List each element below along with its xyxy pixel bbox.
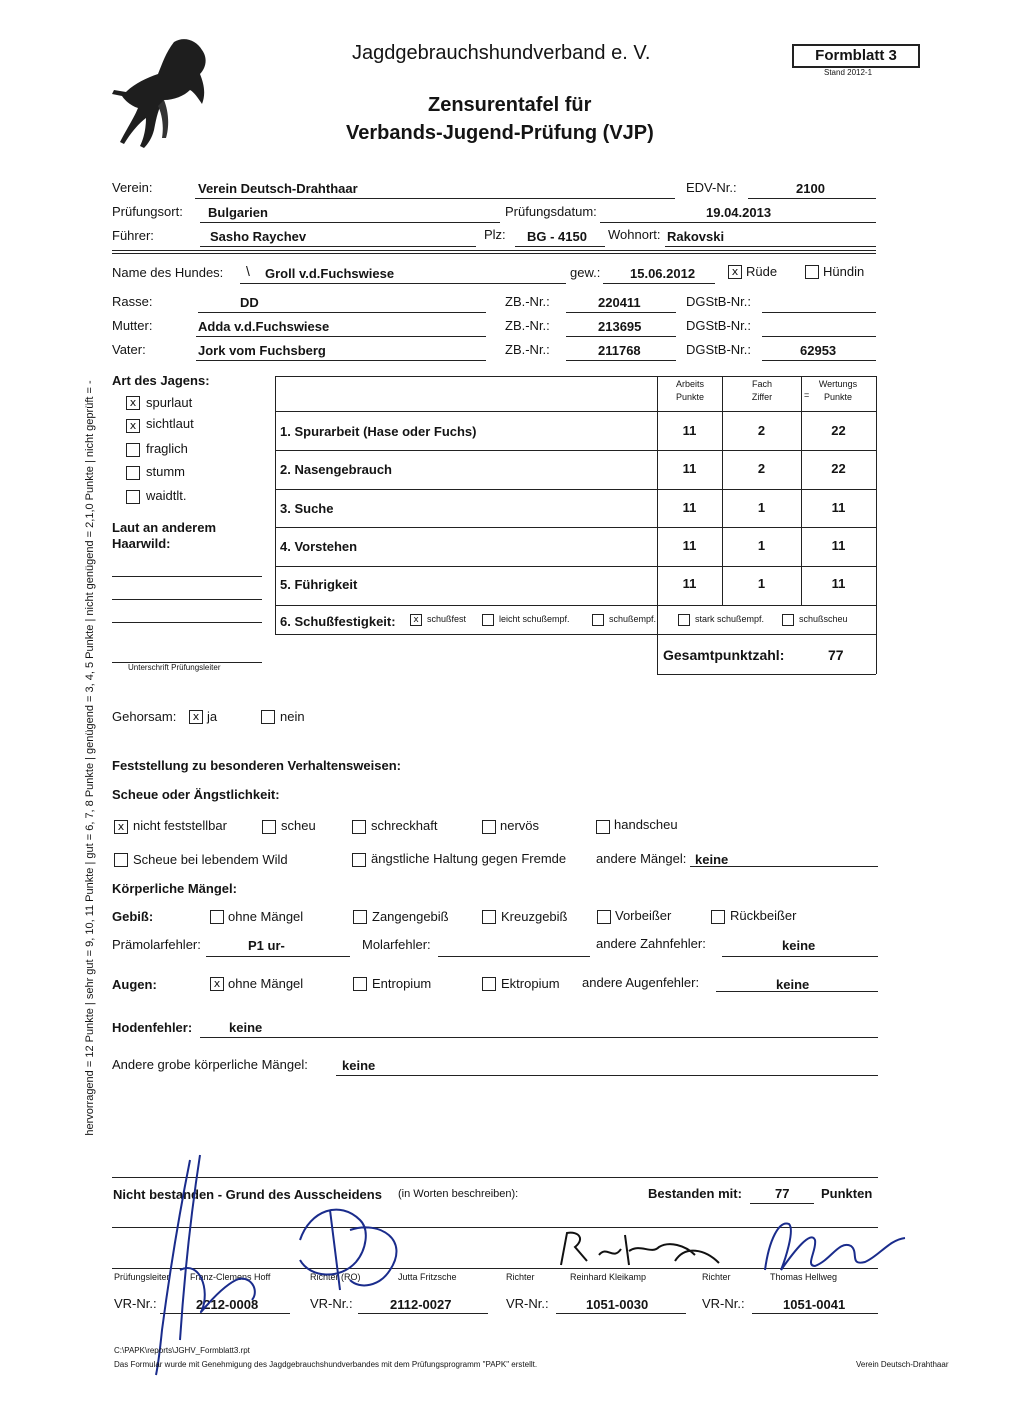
vorbeisser-checkbox[interactable]: [597, 910, 611, 924]
zb-label: ZB.-Nr.:: [505, 294, 550, 309]
col-wertung-line1: Wertungs: [818, 379, 858, 389]
sichtlaut-checkbox[interactable]: x: [126, 419, 140, 433]
augenfehler-label: andere Augenfehler:: [582, 975, 700, 990]
jagen-title: Art des Jagens:: [112, 373, 210, 388]
andere-maengel-value: keine: [695, 852, 729, 867]
ort-value: Bulgarien: [208, 205, 268, 220]
leicht-schussempf-label: leicht schußempf.: [499, 614, 570, 624]
nervoes-label: nervös: [500, 818, 540, 833]
signature-richter-hellweg: [755, 1210, 915, 1280]
handscheu-checkbox[interactable]: [596, 820, 610, 834]
row5-label: 5. Führigkeit: [280, 577, 358, 592]
scheu-checkbox[interactable]: [262, 820, 276, 834]
row4-label: 4. Vorstehen: [280, 539, 358, 554]
entropium-checkbox[interactable]: [353, 977, 367, 991]
hoden-label: Hodenfehler:: [112, 1020, 193, 1035]
judge1-role: Prüfungsleiter: [114, 1272, 170, 1282]
fraglich-checkbox[interactable]: [126, 443, 140, 457]
wohnort-value: Rakovski: [667, 229, 725, 244]
spurlaut-checkbox[interactable]: x: [126, 396, 140, 410]
fuehrer-value: Sasho Raychev: [210, 229, 307, 244]
row4-arbeits: 11: [682, 538, 697, 553]
vater-dgstb-label: DGStB-Nr.:: [686, 342, 752, 357]
dog-logo: [104, 34, 214, 159]
mutter-label: Mutter:: [112, 318, 153, 333]
ort-label: Prüfungsort:: [112, 204, 183, 219]
bestanden-label: Bestanden mit:: [648, 1186, 742, 1201]
vater-dgstb-value: 62953: [800, 343, 837, 358]
col-fach-line1: Fach: [751, 379, 772, 389]
row3-label: 3. Suche: [280, 501, 334, 516]
judge4-name: Thomas Hellweg: [770, 1272, 838, 1282]
gew-value: 15.06.2012: [630, 266, 696, 281]
dgstb-label: DGStB-Nr.:: [686, 294, 752, 309]
judge3-vr-label: VR-Nr.:: [506, 1296, 549, 1311]
stumm-checkbox[interactable]: [126, 466, 140, 480]
stark-schussempf-checkbox[interactable]: [678, 614, 690, 626]
bestanden-punkte: Punkten: [821, 1186, 873, 1201]
grobe-value: keine: [342, 1058, 376, 1073]
signature-richter-kleikamp: [555, 1225, 725, 1275]
huendin-label: Hündin: [823, 264, 865, 279]
stumm-label: stumm: [146, 464, 185, 479]
leicht-schussempf-checkbox[interactable]: [482, 614, 494, 626]
augen-ohne-checkbox[interactable]: x: [210, 977, 224, 991]
praemolar-value: P1 ur-: [248, 938, 285, 953]
gesamt-value: 77: [828, 647, 844, 663]
row1-arbeits: 11: [682, 423, 697, 438]
fuehrer-label: Führer:: [112, 228, 154, 243]
gehorsam-nein-checkbox[interactable]: [261, 710, 275, 724]
hund-mark: \: [246, 263, 250, 279]
stark-schussempf-label: stark schußempf.: [695, 614, 765, 624]
footer-path: C:\PAPK\reports\JGHV_Formblatt3.rpt: [114, 1346, 250, 1355]
wild-checkbox[interactable]: [114, 853, 128, 867]
col-fach-line2: Ziffer: [751, 392, 773, 402]
nicht-feststellbar-checkbox[interactable]: x: [114, 820, 128, 834]
waidtlt-checkbox[interactable]: [126, 490, 140, 504]
vater-zb-value: 211768: [598, 343, 641, 358]
vater-zb-label: ZB.-Nr.:: [505, 342, 550, 357]
gebiss-ohne-checkbox[interactable]: [210, 910, 224, 924]
verein-label: Verein:: [112, 180, 153, 195]
molar-label: Molarfehler:: [362, 937, 431, 952]
ruede-label: Rüde: [746, 264, 778, 279]
judge2-role: Richter (RO): [310, 1272, 361, 1282]
vater-label: Vater:: [112, 342, 146, 357]
gehorsam-nein-label: nein: [280, 709, 305, 724]
row4-wertung: 11: [831, 538, 846, 553]
gehorsam-label: Gehorsam:: [112, 709, 177, 724]
footer-note: Das Formular wurde mit Genehmigung des Jagdgebrauchshundverbandes mit dem Prüfungsprogramm "PAPK" erstellt.: [114, 1360, 538, 1369]
nicht-feststellbar-label: nicht feststellbar: [133, 818, 227, 833]
mutter-dgstb-label: DGStB-Nr.:: [686, 318, 752, 333]
form-id: Formblatt 3: [792, 44, 920, 68]
plz-label: Plz:: [484, 227, 506, 242]
rueckbeisser-label: Rückbeißer: [730, 908, 797, 923]
schussscheu-label: schußscheu: [799, 614, 848, 624]
kreuzgebiss-checkbox[interactable]: [482, 910, 496, 924]
schussscheu-checkbox[interactable]: [782, 614, 794, 626]
pruefungsleiter-signature-label: Unterschrift Prüfungsleiter: [128, 663, 221, 672]
rating-scale-legend: hervorragend = 12 Punkte | sehr gut = 9, 10, 11 Punkte | gut = 6, 7, 8 Punkte | genügend = 3, 4, 5 Punkte | nicht genügend = 2,1,0 Punkte | nicht geprüft = -: [84, 380, 96, 1136]
zangengebiss-checkbox[interactable]: [353, 910, 367, 924]
nicht-bestanden-hint: (in Worten beschreiben):: [398, 1188, 519, 1200]
scheu-label: scheu: [281, 818, 316, 833]
bestanden-value: 77: [775, 1186, 790, 1201]
entropium-label: Entropium: [372, 976, 432, 991]
row2-arbeits: 11: [682, 461, 697, 476]
row2-wertung: 22: [831, 461, 846, 476]
hund-value: Groll v.d.Fuchswiese: [265, 266, 395, 281]
schussfest-checkbox[interactable]: x: [410, 614, 422, 626]
col-arbeits-line2: Punkte: [675, 392, 705, 402]
zahnfehler-label: andere Zahnfehler:: [596, 936, 706, 951]
zahnfehler-value: keine: [782, 938, 816, 953]
laut-title2: Haarwild:: [112, 536, 171, 551]
edv-label: EDV-Nr.:: [686, 180, 737, 195]
row3-wertung: 11: [831, 500, 846, 515]
judge3-name: Reinhard Kleikamp: [570, 1272, 647, 1282]
augen-label: Augen:: [112, 977, 157, 992]
ektropium-label: Ektropium: [501, 976, 560, 991]
col-wertung-line2: Punkte: [823, 392, 853, 402]
row1-fach: 2: [757, 423, 766, 438]
koerper-title: Körperliche Mängel:: [112, 881, 237, 896]
verhalten-title: Feststellung zu besonderen Verhaltensweisen:: [112, 758, 401, 773]
judge1-vr: 2212-0008: [196, 1297, 259, 1312]
judge1-name: Franz-Clemens Hoff: [190, 1272, 271, 1282]
row3-fach: 1: [757, 500, 766, 515]
schussempf-checkbox[interactable]: [592, 614, 604, 626]
row5-fach: 1: [757, 576, 766, 591]
col-equals: =: [804, 390, 810, 400]
fremde-checkbox[interactable]: [352, 853, 366, 867]
judge2-name: Jutta Fritzsche: [398, 1272, 457, 1282]
ruede-checkbox[interactable]: x: [728, 265, 742, 279]
datum-value: 19.04.2013: [706, 205, 772, 220]
title-line1: Zensurentafel für: [428, 94, 592, 116]
row2-fach: 2: [757, 461, 766, 476]
sichtlaut-label: sichtlaut: [146, 416, 194, 431]
judge2-vr-label: VR-Nr.:: [310, 1296, 353, 1311]
hoden-value: keine: [229, 1020, 263, 1035]
gehorsam-ja-label: ja: [207, 709, 218, 724]
nicht-bestanden-label: Nicht bestanden - Grund des Ausscheidens: [113, 1187, 382, 1202]
row5-arbeits: 11: [682, 576, 697, 591]
col-arbeits-line1: Arbeits: [675, 379, 704, 389]
rasse-value: DD: [240, 295, 259, 310]
ektropium-checkbox[interactable]: [482, 977, 496, 991]
praemolar-label: Prämolarfehler:: [112, 937, 201, 952]
kreuzgebiss-label: Kreuzgebiß: [501, 909, 568, 924]
gesamt-label: Gesamtpunktzahl:: [663, 647, 785, 663]
waidtlt-label: waidtlt.: [146, 488, 187, 503]
handscheu-label: handscheu: [614, 817, 678, 832]
org-name: Jagdgebrauchshundverband e. V.: [352, 42, 651, 64]
augenfehler-value: keine: [776, 977, 810, 992]
judge3-vr: 1051-0030: [586, 1297, 649, 1312]
row3-arbeits: 11: [682, 500, 697, 515]
schuss-label: 6. Schußfestigkeit:: [280, 614, 396, 629]
judge4-vr: 1051-0041: [783, 1297, 846, 1312]
gehorsam-ja-checkbox[interactable]: x: [189, 710, 203, 724]
grobe-label: Andere grobe körperliche Mängel:: [112, 1057, 308, 1072]
andere-maengel-label: andere Mängel:: [596, 851, 687, 866]
mutter-zb-value: 213695: [598, 319, 642, 334]
rasse-label: Rasse:: [112, 294, 153, 309]
gew-label: gew.:: [570, 265, 601, 280]
zb-value: 220411: [598, 295, 641, 310]
gebiss-label: Gebiß:: [112, 909, 154, 924]
wild-label: Scheue bei lebendem Wild: [133, 852, 288, 867]
laut-title1: Laut an anderem: [112, 520, 217, 535]
plz-value: BG - 4150: [527, 229, 587, 244]
verein-value: Verein Deutsch-Drahthaar: [198, 181, 358, 196]
huendin-checkbox[interactable]: [805, 265, 819, 279]
vorbeisser-label: Vorbeißer: [615, 908, 672, 923]
judge4-role: Richter: [702, 1272, 731, 1282]
judge3-role: Richter: [506, 1272, 535, 1282]
hund-label: Name des Hundes:: [112, 265, 224, 280]
wohnort-label: Wohnort:: [608, 227, 661, 242]
vater-value: Jork vom Fuchsberg: [198, 343, 326, 358]
signature-richter-ro: [270, 1190, 440, 1300]
spurlaut-label: spurlaut: [146, 395, 193, 410]
schreckhaft-checkbox[interactable]: [352, 820, 366, 834]
judge2-vr: 2112-0027: [390, 1297, 452, 1312]
zangengebiss-label: Zangengebiß: [372, 909, 449, 924]
augen-ohne-label: ohne Mängel: [228, 976, 304, 991]
edv-value: 2100: [796, 181, 825, 196]
rueckbeisser-checkbox[interactable]: [711, 910, 725, 924]
mutter-value: Adda v.d.Fuchswiese: [198, 319, 330, 334]
row5-wertung: 11: [831, 576, 846, 591]
row2-label: 2. Nasengebrauch: [280, 462, 392, 477]
scheue-title: Scheue oder Ängstlichkeit:: [112, 787, 280, 802]
row4-fach: 1: [757, 538, 766, 553]
mutter-zb-label: ZB.-Nr.:: [505, 318, 550, 333]
form-version: Stand 2012-1: [824, 68, 873, 77]
schussfest-label: schußfest: [427, 614, 467, 624]
row1-label: 1. Spurarbeit (Hase oder Fuchs): [280, 424, 477, 439]
schussempf-label: schußempf.: [609, 614, 657, 624]
schreckhaft-label: schreckhaft: [371, 818, 438, 833]
title-line2: Verbands-Jugend-Prüfung (VJP): [346, 122, 654, 144]
judge1-vr-label: VR-Nr.:: [114, 1296, 157, 1311]
judge4-vr-label: VR-Nr.:: [702, 1296, 745, 1311]
datum-label: Prüfungsdatum:: [505, 204, 597, 219]
row1-wertung: 22: [831, 423, 846, 438]
fraglich-label: fraglich: [146, 441, 188, 456]
fremde-label: ängstliche Haltung gegen Fremde: [371, 851, 567, 866]
gebiss-ohne-label: ohne Mängel: [228, 909, 304, 924]
nervoes-checkbox[interactable]: [482, 820, 496, 834]
footer-club: Verein Deutsch-Drahthaar: [856, 1360, 949, 1369]
